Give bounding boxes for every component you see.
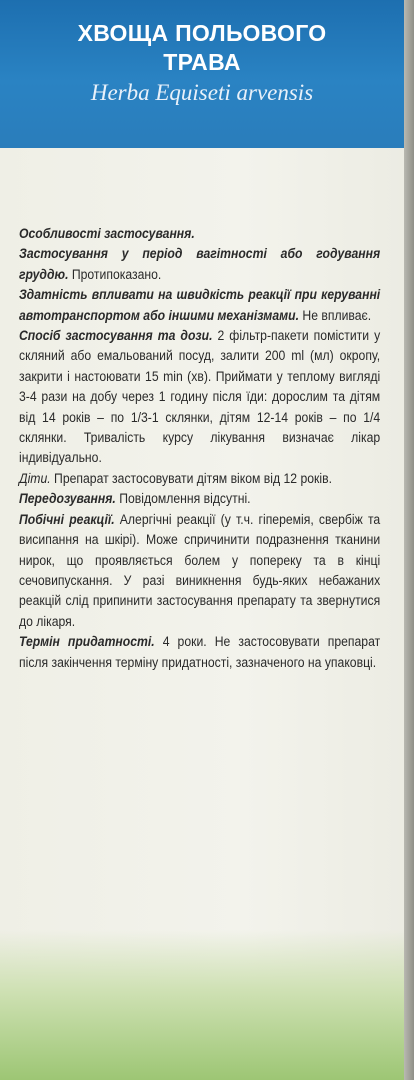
children-label: Діти.	[19, 470, 51, 487]
instructions-text	[19, 224, 380, 673]
product-title-line2: ТРАВА	[163, 49, 241, 75]
section-overdose	[19, 489, 380, 509]
side-effects-text: Алергічні реакції (у т.ч. гіперемія, свербіж та висипання на шкірі). Може спричинити подразнення тканини нирок, що проявляється болем у попереку та в кінці сечовипускання. У разі виникнення будь-яких небажаних реакцій слід припинити застосування препарату та звернутися до лікаря.	[19, 511, 381, 630]
pregnancy-text: Протипоказано.	[71, 266, 162, 283]
package-edge	[404, 0, 414, 1080]
product-title-line1: ХВОЩА ПОЛЬОВОГО	[77, 20, 327, 46]
section-features	[19, 224, 380, 244]
pregnancy-heading: Застосування у період вагітності або годування груддю.	[19, 246, 381, 283]
footer-green-band	[0, 930, 404, 1080]
latin-name: Herba Equiseti arvensis	[90, 80, 314, 105]
side-effects-heading: Побічні реакції.	[19, 511, 115, 528]
dosage-heading: Спосіб застосування та дози.	[19, 328, 213, 345]
product-title	[0, 19, 404, 77]
section-driving	[19, 285, 380, 326]
section-shelf-life	[19, 632, 380, 673]
shelf-life-text: 4 роки. Не застосовувати препарат після закінчення терміну придатності, зазначеного на упаковці.	[19, 634, 381, 671]
children-text: Препарат застосовувати дітям віком від 12 років.	[54, 470, 332, 487]
driving-heading: Здатність впливати на швидкість реакції при керуванні автотранспортом або іншими механізмами.	[19, 287, 381, 324]
overdose-text: Повідомлення відсутні.	[119, 491, 251, 508]
section-pregnancy	[19, 244, 380, 285]
features-heading: Особливості застосування.	[19, 226, 195, 242]
shelf-life-heading: Термін придатності.	[19, 634, 155, 651]
overdose-heading: Передозування.	[19, 491, 116, 508]
driving-text: Не впливає.	[302, 307, 372, 324]
header-band	[0, 0, 404, 148]
dosage-text: 2 фільтр-пакети помістити у скляний або емальований посуд, залити 200 ml (мл) окропу, закрити і настоювати 15 min (хв). Приймати у теплому вигляді 3-4 рази на добу через 1 годину після їди: дорослим та дітям від 14 років – по 1/3-1 склянки, дітям 12-14 років – по 1/4 склянки. Тривалість курсу лікування визначає лікар індивідуально.	[19, 328, 381, 467]
section-side-effects	[19, 510, 380, 632]
section-children	[19, 469, 380, 489]
section-dosage	[19, 326, 380, 469]
